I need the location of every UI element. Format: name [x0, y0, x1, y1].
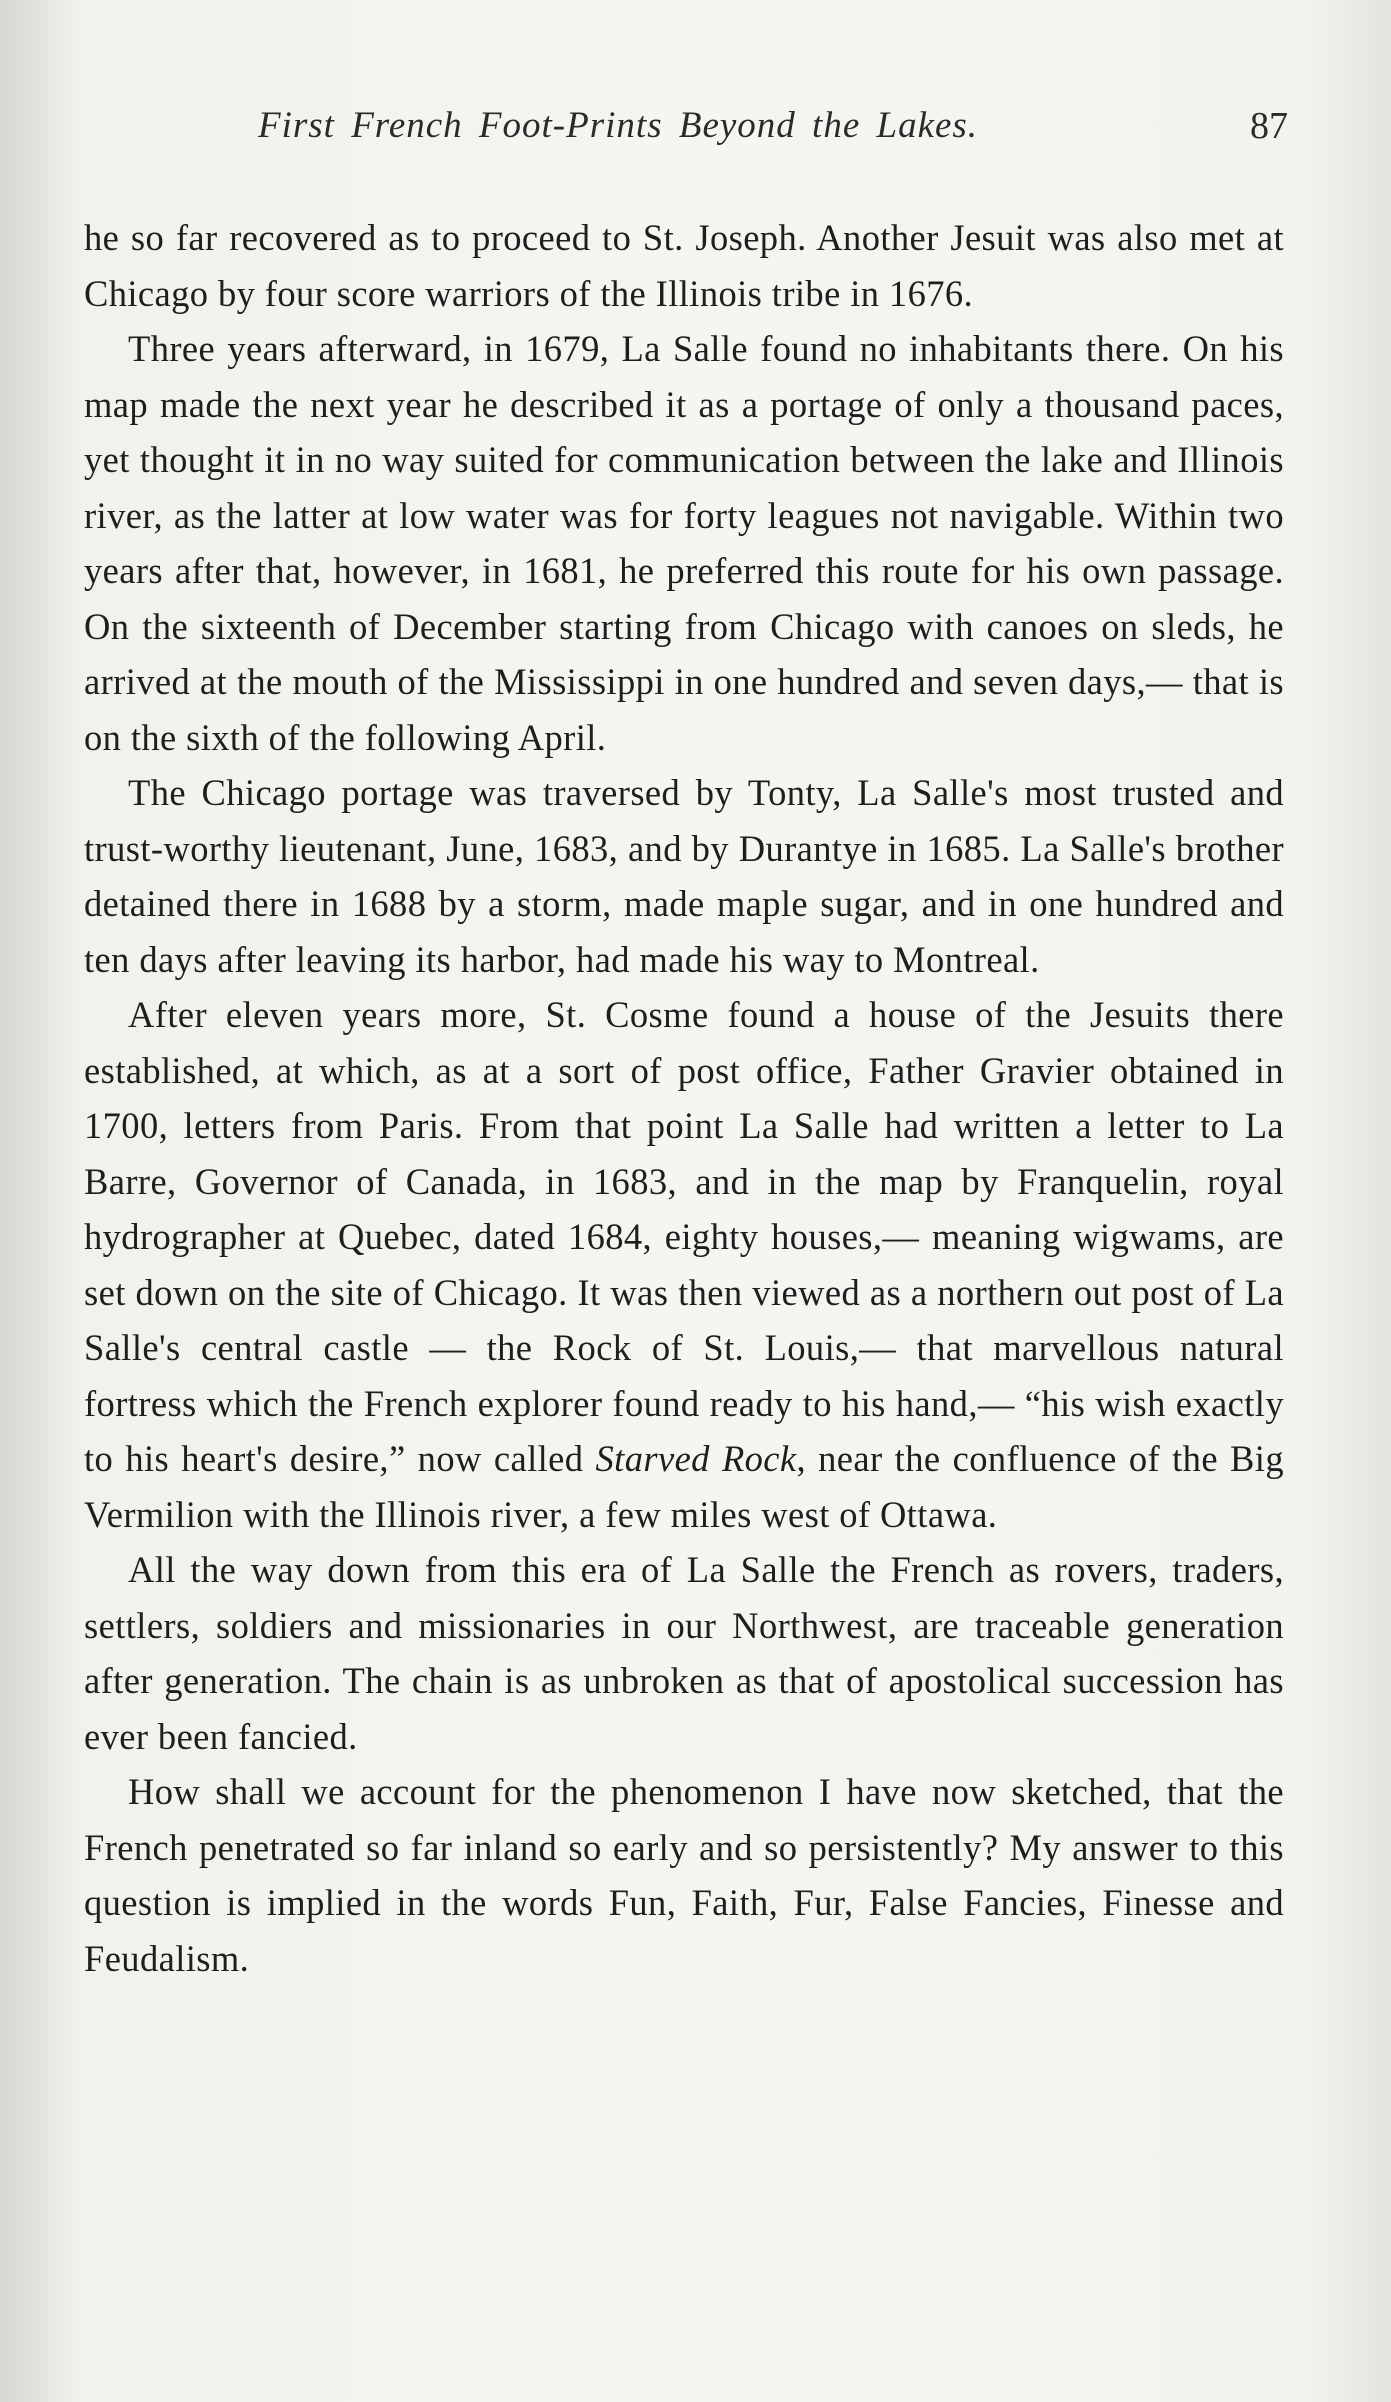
running-head [258, 104, 1288, 164]
paragraph-2: Three years afterward, in 1679, La Salle found no inhabitants there. On his map made the next year he described it as a portage of only a thousand paces, yet thought it in no way suited for communication between the lake and Illinois river, as the latter at low water was for forty leagues not navigable. Within two years after that, however, in 1681, he preferred this route for his own passage. On the sixteenth of December starting from Chicago with canoes on sleds, he arrived at the mouth of the Mississippi in one hundred and seven days,— that is on the sixth of the following April. [84, 328, 1284, 758]
page-number: 87 [1250, 105, 1288, 147]
paragraph-4 [84, 987, 1284, 1542]
paragraph-4-text-after: , near the confluence of the Big Vermilion with the Illinois river, a few miles west of Ottawa. [84, 1438, 1284, 1535]
paragraph-3: The Chicago portage was traversed by Tonty, La Salle's most trusted and trust-worthy lieutenant, June, 1683, and by Durantye in 1685. La Salle's brother detained there in 1688 by a storm, made maple sugar, and in one hundred and ten days after leaving its harbor, had made his way to Montreal. [84, 772, 1284, 980]
paragraph-1: he so far recovered as to proceed to St. Joseph. Another Jesuit was also met at Chicago by four score warriors of the Illinois tribe in 1676. [84, 217, 1284, 314]
starved-rock-italic: Starved Rock [595, 1438, 797, 1479]
body-text [84, 210, 1284, 1986]
paragraph-5: All the way down from this era of La Salle the French as rovers, traders, settlers, soldiers and missionaries in our Northwest, are traceable generation after generation. The chain is as unbroken as that of apostolical succession has ever been fancied. [84, 1549, 1284, 1757]
paragraph-4-text-before: After eleven years more, St. Cosme found a house of the Jesuits there established, at which, as at a sort of post office, Father Gravier obtained in 1700, letters from Paris. From that point La Salle had written a letter to La Barre, Governor of Canada, in 1683, and in the map by Franquelin, royal hydrographer at Quebec, dated 1684, eighty houses,— meaning wigwams, are set down on the site of Chicago. It was then viewed as a northern out post of La Salle's central castle — the Rock of St. Louis,— that marvellous natural fortress which the French explorer found ready to his hand,— “his wish exactly to his heart's desire,” now called [84, 994, 1284, 1479]
running-title: First French Foot-Prints Beyond the Lakes. [258, 105, 979, 146]
paragraph-6: How shall we account for the phenomenon I have now sketched, that the French penetrated so far inland so early and so persistently? My answer to this question is implied in the words Fun, Faith, Fur, False Fancies, Finesse and Feudalism. [84, 1771, 1284, 1979]
